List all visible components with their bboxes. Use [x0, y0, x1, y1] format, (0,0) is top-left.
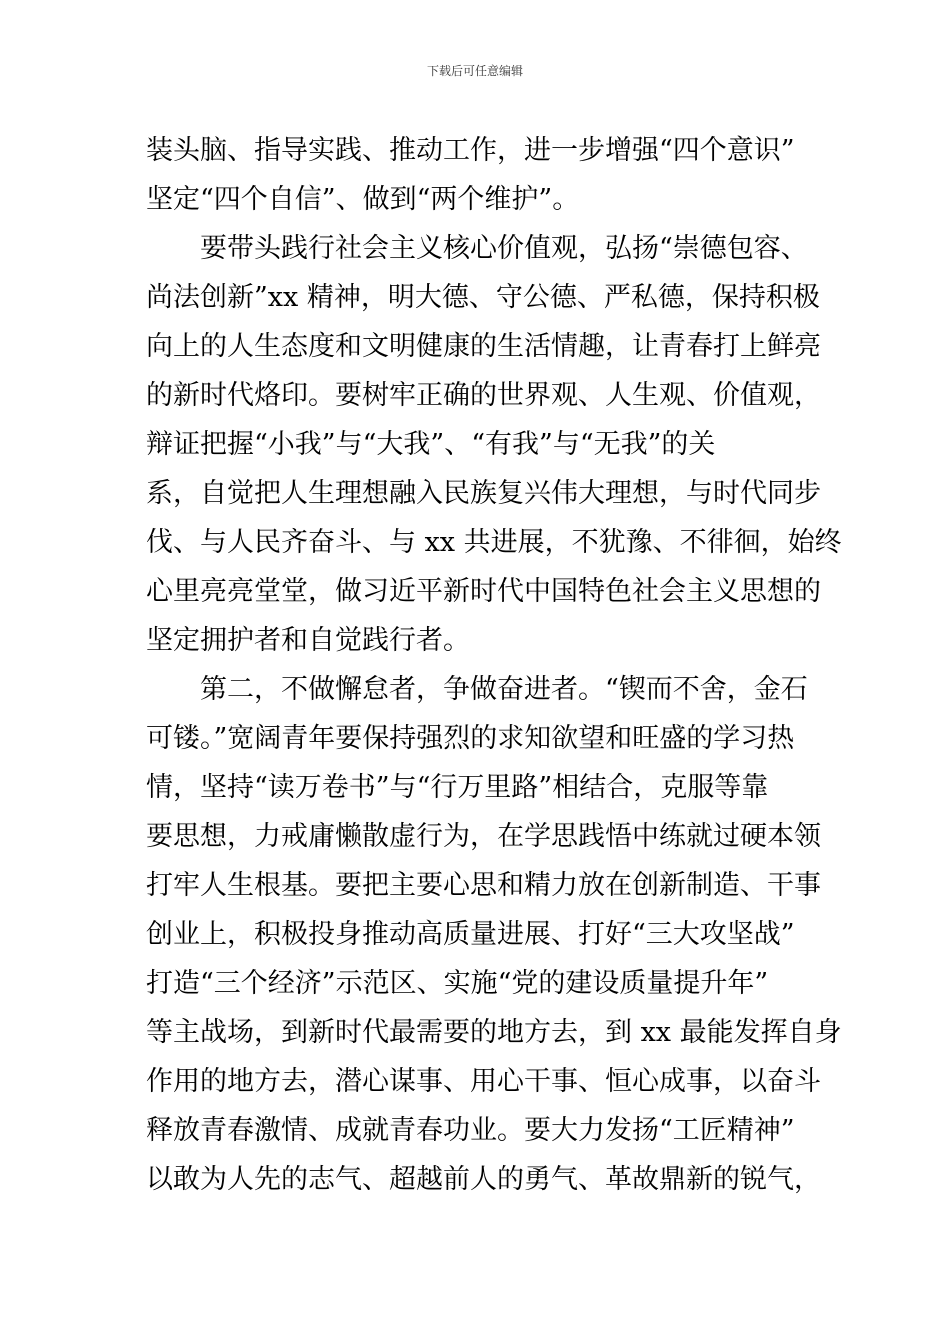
- text-line: 等主战场，到新时代最需要的地方去，到 xx 最能发挥自身: [146, 1017, 842, 1048]
- text-line: 打牢人生根基。要把主要心思和精力放在创新制造、干事: [146, 870, 821, 901]
- text-line: 装头脑、指导实践、推动工作，进一步增强“四个意识”: [146, 135, 795, 166]
- paragraph-3: [146, 665, 842, 1204]
- text-line: 释放青春激情、成就青春功业。要大力发扬“工匠精神”: [146, 1115, 795, 1146]
- text-line: 作用的地方去，潜心谋事、用心干事、恒心成事，以奋斗: [146, 1066, 821, 1097]
- text-line: 以敢为人先的志气、超越前人的勇气、革故鼎新的锐气，: [146, 1164, 821, 1195]
- paragraph-2: [146, 224, 842, 665]
- document-body: [146, 126, 842, 1204]
- text-line: 向上的人生态度和文明健康的生活情趣，让青春打上鲜亮: [146, 331, 821, 362]
- text-line: 第二，不做懈怠者，争做奋进者。“锲而不舍，金石: [200, 674, 808, 705]
- text-line: 情，坚持“读万卷书”与“行万里路”相结合，克服等靠: [146, 772, 769, 803]
- text-line: 要带头践行社会主义核心价值观，弘扬“崇德包容、: [200, 233, 808, 264]
- text-line: 系，自觉把人生理想融入民族复兴伟大理想，与时代同步: [146, 478, 821, 509]
- page-header: 下载后可任意编辑: [426, 64, 523, 78]
- text-line: 心里亮亮堂堂，做习近平新时代中国特色社会主义思想的: [146, 576, 821, 607]
- text-line: 辩证把握“小我”与“大我”、“有我”与“无我”的关: [146, 429, 716, 460]
- text-line: 尚法创新”xx 精神，明大德、守公德、严私德，保持积极: [146, 282, 820, 313]
- text-line: 伐、与人民齐奋斗、与 xx 共进展，不犹豫、不徘徊，始终: [146, 527, 842, 558]
- text-line: 的新时代烙印。要树牢正确的世界观、人生观、价值观，: [146, 380, 821, 411]
- text-line: 打造“三个经济”示范区、实施“党的建设质量提升年”: [146, 968, 769, 999]
- text-line: 可镂。”宽阔青年要保持强烈的求知欲望和旺盛的学习热: [146, 723, 795, 754]
- text-line: 坚定拥护者和自觉践行者。: [146, 625, 470, 656]
- text-line: 坚定“四个自信”、做到“两个维护”。: [146, 184, 580, 215]
- text-line: 要思想，力戒庸懒散虚行为，在学思践悟中练就过硬本领: [146, 821, 821, 852]
- paragraph-1: [146, 126, 810, 224]
- text-line: 创业上，积极投身推动高质量进展、打好“三大攻坚战”: [146, 919, 795, 950]
